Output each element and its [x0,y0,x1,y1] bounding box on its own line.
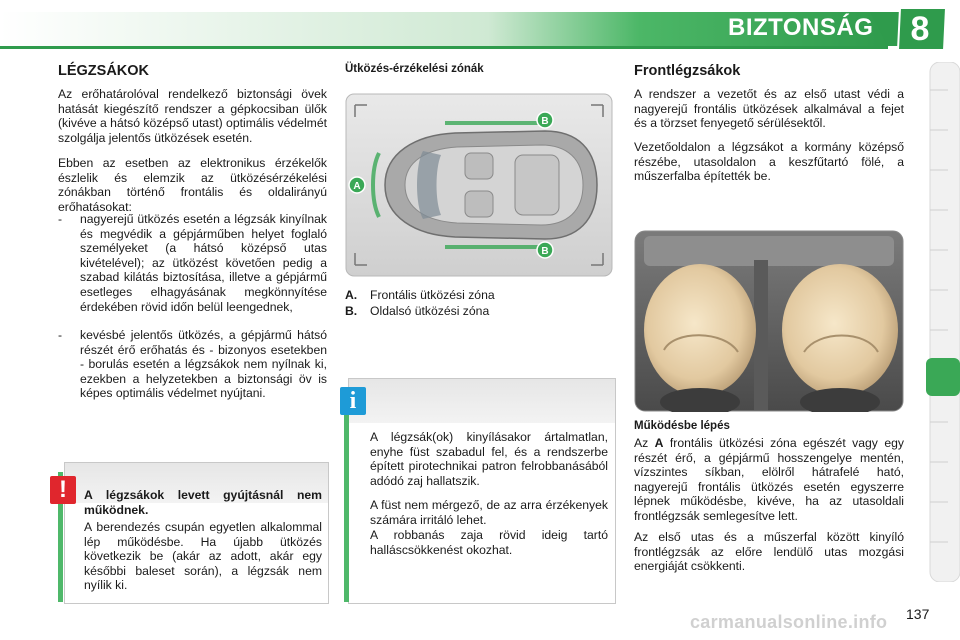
warning-title: A légzsákok levett gyújtásnál nem működnek. [84,488,322,517]
info-icon: i [340,387,366,415]
page-title: BIZTONSÁG [728,14,874,41]
list-item: kevésbé jelentős ütközés, a gépjármű hátsó részét érő erőhatás és - bizonyos esetekben - borulás esetén a légzsákok nem nyílnak ki, ezekben a helyzetekben a biztonsági öv is képes optimális védelmet nyújtani. [80,328,327,401]
list-bullet: - [58,328,63,342]
info-paragraph-3: A robbanás zaja rövid ideig tartó halláscsökkenést okozhat. [370,528,608,557]
warning-text: A berendezés csupán egyetlen alkalommal lép működésbe. Ha újabb ütközés következik be (akár az adott, akár egy későbbi baleset során), a légzsák nem nyílik ki. [84,520,322,593]
legend-text-b: Oldalsó ütközési zóna [370,304,490,318]
frontal-paragraph-4: Az első utas és a műszerfal között kinyíló frontlégzsák az előre lendülő utas mozgási energiáját csökkenti. [634,530,904,574]
legend-key-b: B. [345,304,358,318]
info-paragraph-2: A füst nem mérgező, de az arra érzékenyek számára irritáló lehet. [370,498,608,527]
zones-title: Ütközés-érzékelési zónák [345,63,484,75]
intro-paragraph: Az erőhatárolóval rendelkező biztonsági övek hatását kiegészítő rendszer a gépkocsiban ülők (kivéve a hátsó középső utast) optimális védelmét szolgálja jelentős ütközések esetén. [58,87,327,145]
marker-a: A [353,181,361,192]
activation-prefix: Az [634,436,649,450]
frontal-paragraph-1: A rendszer a vezetőt és az első utast védi a nagyerejű frontális ütközések alkalmával a fejet és a törzset fenyegető sérülésektől. [634,87,904,131]
impact-zones-diagram [345,93,613,277]
activation-title: Működésbe lépés [634,420,730,432]
list-bullet: - [58,212,63,226]
marker-b-top: B [541,116,549,127]
info-accent-bar [344,392,349,602]
section-title-airbags: LÉGZSÁKOK [58,63,150,79]
warning-icon: ! [50,476,76,504]
activation-zone-key: A [654,436,664,450]
chapter-tab-strip [926,62,960,582]
frontal-paragraph-2: Vezetőoldalon a légzsákot a kormány középső részébe, utasoldalon a keszfűtartó fölé, a műszerfalba építették be. [634,140,904,184]
frontal-airbags-title: Frontlégzsákok [634,63,741,79]
airbag-photo [634,230,904,412]
legend-text-a: Frontális ütközési zóna [370,288,495,302]
list-item: nagyerejű ütközés esetén a légzsák kinyílnak és megvédik a gépjárműben helyet foglaló személyeket (a hátsó középső utas kivételével); az ütközést követően pedig a szabad kilátás biztosítása, illetve a gépjármű esetleges elhagyásának megkönnyítése érdekében rövid időn belül leengednek, [80,212,327,314]
page-number: 137 [906,606,930,622]
marker-b-bottom: B [541,246,549,257]
info-box [348,378,616,604]
legend-key-a: A. [345,288,358,302]
detection-paragraph: Ebben az esetben az elektronikus érzékelők észlelik és elemzik az ütközésérzékelési zónákban történő frontális és oldalirányú erőhatásokat: [58,156,327,214]
activation-text: frontális ütközési zóna egészét vagy egy részét érő, a gépjármű hosszengelye mentén, vízszintes síkban, elölről hátrafelé ható, nagyerejű frontális ütközés esetén egyszerre lépnek működésbe, kivéve, ha az utasoldali frontlégzsák semlegesítve lett. [634,436,904,523]
activation-paragraph [634,436,904,524]
chapter-number: 8 [910,10,930,48]
watermark: carmanualsonline.info [690,612,888,632]
info-paragraph-1: A légzsák(ok) kinyílásakor ártalmatlan, enyhe füst szabadul fel, és a rendszerbe épített pirotechnikai patron felrobbanásából adódó zaj hallatszik. [370,430,608,488]
